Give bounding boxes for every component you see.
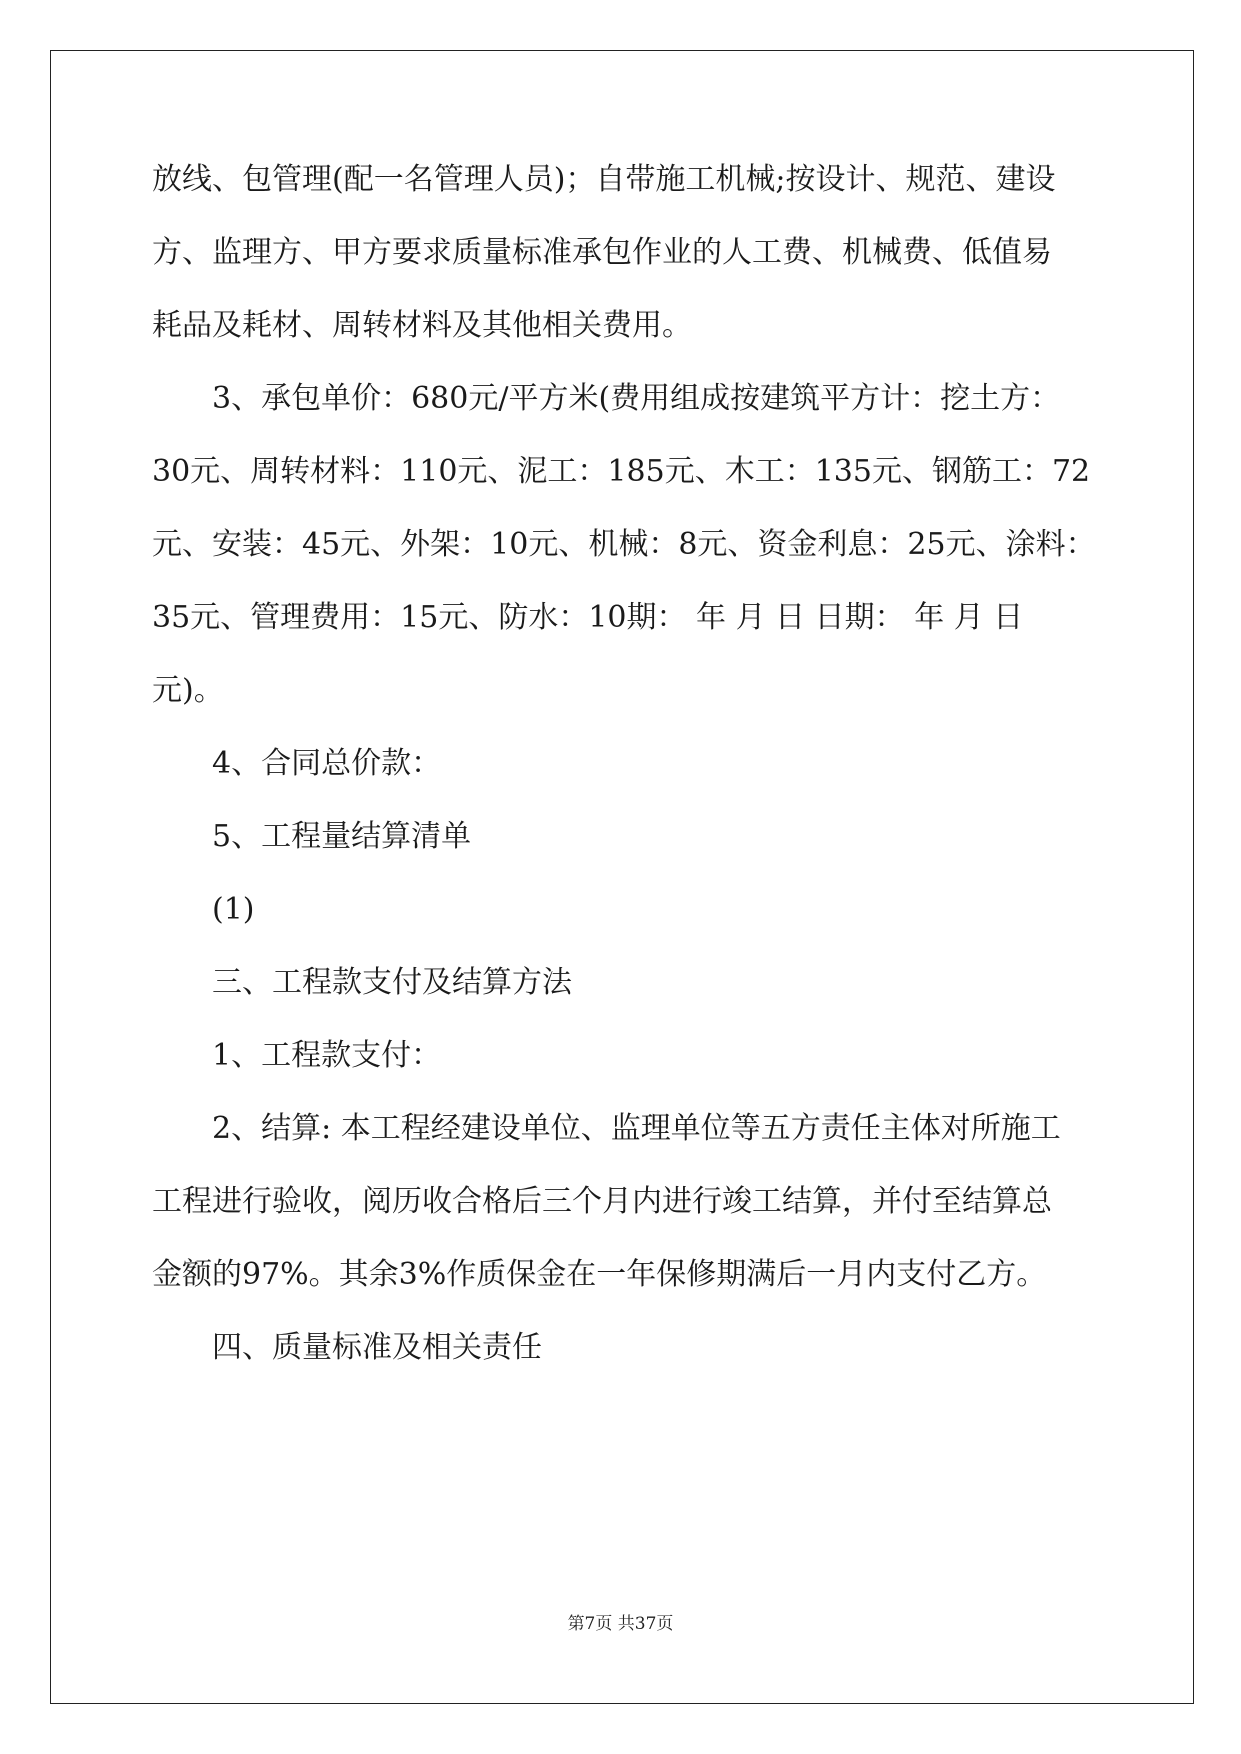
- section-heading: 三、工程款支付及结算方法: [212, 965, 572, 1000]
- paragraph-line: 方、监理方、甲方要求质量标准承包作业的人工费、机械费、低值易: [152, 235, 1052, 270]
- paragraph-line: 3、承包单价：680元/平方米(费用组成按建筑平方计：挖土方：: [212, 381, 1061, 416]
- paragraph-line: 放线、包管理(配一名管理人员)；自带施工机械;按设计、规范、建设: [152, 162, 1056, 197]
- paragraph-line: 耗品及耗材、周转材料及其他相关费用。: [152, 308, 692, 343]
- paragraph-line: 1、工程款支付：: [212, 1038, 442, 1073]
- page-footer: 第7页 共37页: [567, 1614, 674, 1634]
- paragraph-line: 2、结算: 本工程经建设单位、监理单位等五方责任主体对所施工: [212, 1111, 1061, 1146]
- paragraph-line: (1): [212, 892, 255, 927]
- section-heading: 四、质量标准及相关责任: [212, 1330, 542, 1365]
- paragraph-line: 5、工程量结算清单: [212, 819, 472, 854]
- paragraph-line: 35元、管理费用：15元、防水：10期： 年 月 日 日期： 年 月 日: [152, 600, 1024, 635]
- paragraph-line: 4、合同总价款：: [212, 746, 442, 781]
- paragraph-line: 元、安装：45元、外架：10元、机械：8元、资金利息：25元、涂料：: [152, 527, 1096, 562]
- page-border: [50, 50, 1194, 1704]
- paragraph-line: 工程进行验收，阅历收合格后三个月内进行竣工结算，并付至结算总: [152, 1184, 1052, 1219]
- paragraph-line: 元)。: [152, 673, 224, 708]
- paragraph-line: 金额的97%。其余3%作质保金在一年保修期满后一月内支付乙方。: [152, 1257, 1047, 1292]
- paragraph-line: 30元、周转材料：110元、泥工：185元、木工：135元、钢筋工：72: [152, 454, 1091, 489]
